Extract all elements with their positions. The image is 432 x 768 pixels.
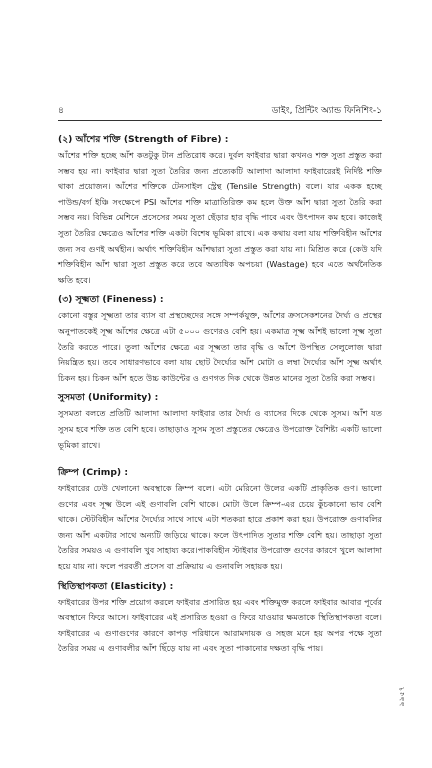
page-header	[58, 104, 382, 118]
section-paragraph: আঁশের শক্তি হচ্ছে আঁশ কতটুকু টান প্রতিরোধ করে। দুর্বল ফাইবার দ্বারা কখনও শক্ত সুতা প্রস্তুত করা সম্ভব হয় না। ফাইবার দ্বারা সুতা তৈরির জন্য প্রত্যেকটি আলাদা আলাদা ফাইবারেরই নির্দিষ্ট শক্তি থাকা প্রয়োজন। আঁশের শক্তিকে টেনসাইল স্ট্রেন্থ (Tensile Strength) বলে। যার একক হচ্ছে পাউন্ড/বর্গ ইঞ্চি সংক্ষেপে PSI আঁশের শক্তি মাত্রাতিরিক্ত কম হলে উক্ত আঁশ দ্বারা সুতা তৈরি করা সম্ভব নয়। বিভিন্ন মেশিনে প্রসেসের সময় সুতা ছেঁড়ার হার বৃদ্ধি পাবে এবং উৎপাদন কম হবে। কাজেই সুতা তৈরির ক্ষেত্রেও আঁশের শক্তি একটা বিশেষ ভূমিকা রাখে। এক কথায় বলা যায় শক্তিবিহীন আঁশের জন্য সব গুণই অর্থহীন। অর্থাৎ শক্তিবিহীন আঁশদ্বারা সুতা প্রস্তুত করা যায় না। মিশ্রিত করে (কেউ যদি শক্তিবিহীন আঁশ দ্বারা সুতা প্রস্তুত করে তবে অত্যধিক অপচয়া (Wastage) হবে এতে অর্থনৈতিক ক্ষতি হবে।	[58, 150, 382, 285]
section-paragraph: ফাইবারের ঢেউ খেলানো অবস্থাকে ক্রিম্প বলে। এটা মেরিনো উলের একটি প্রাকৃতিক গুণ। ভালো গুণের এবং সূক্ষ্ম উলে এই গুণাবলি বেশি থাকে। মোটা উলে ক্রিম্প-এর চেয়ে কুঁচকানো ভাব বেশি থাকে। স্টেটবিহীন আঁশের দৈর্ঘ্যের সাথে সাথে এটা শতকরা হারে প্রকাশ করা হয়। উপরোক্ত গুণাবলির জন্য আঁশ একটার সাথে অন্যটি জড়িয়ে থাকে। ফলে উৎপাদিত সুতার শক্তি বেশি হয়। তাছাড়া সুতা তৈরির সময়ও এ গুণাবলি খুব সাহায্য করে।পাকবিহীন স্টাইবার উপরোক্ত গুণের কারণে খুলে আলাদা হয়ে যায় না। ফলে পরবর্তী প্রসেস বা প্রক্রিয়ায় এ গুনাবলি সহায়ক হয়।	[58, 483, 382, 572]
page-content	[58, 132, 382, 657]
section-heading: (২) আঁশের শক্তি (Strength of Fibre) :	[58, 134, 229, 145]
margin-code: ৯৯৫৭	[398, 686, 406, 707]
section-paragraph: সুসমতা বলতে প্রতিটি আলাদা আলাদা ফাইবার তার দৈর্ঘ্য ও ব্যাসের দিকে থেকে সুসম। আঁশ যত সুসম হবে শক্তি তত বেশি হবে। তাছাড়াও সুসম সুতা প্রস্তুতের ক্ষেত্রেও উপরোক্ত বৈশিষ্ট্য একটি ভালো ভূমিকা রাখে।	[58, 408, 382, 450]
section-heading: স্থিতিস্থাপকতা (Elasticity) :	[58, 580, 174, 592]
running-head: ডাইং, প্রিন্টিং অ্যান্ড ফিনিশিং-১	[271, 106, 382, 116]
section-fibre-strength	[58, 132, 382, 288]
section-paragraph: ফাইবারের উপর শক্তি প্রয়োগ করলে ফাইবার প্রসারিত হয় এবং শক্তিমুক্ত করলে ফাইবার আবার পূর্বের অবস্থানে ফিরে আসে। ফাইবারের এই প্রসারিত হওয়া ও ফিরে যাওয়ার ক্ষমতাকে স্থিতিস্থাপকতা বলে। ফাইবারের এ গুণাগুণের কারণে কাপড় পরিধানে আরামদায়ক ও সহজ মনে হয় অপর পক্ষে সুতা তৈরির সময় এ গুণাবলীর আঁশ ছিঁড়ে যায় না এবং সুতা পাকানোর দক্ষতা বৃদ্ধি পায়।	[58, 596, 382, 654]
section-heading: ক্রিম্প (Crimp) :	[58, 467, 128, 479]
section-paragraph: কোনো বস্তুর সূক্ষ্মতা তার ব্যাস বা প্রস্থচ্ছেদের সঙ্গে সম্পর্কযুক্ত, আঁশের ক্রসসেকশনের দৈর্ঘ্য ও প্রস্থের অনুপাতকেই সূক্ষ্ম আঁশের ক্ষেত্রে এটা ৫০০০ গুণেরও বেশি হয়। একমাত্র সূক্ষ্ম আঁশই ভালো সূক্ষ্ম সুতা তৈরি করতে পারে। তুলা আঁশের ক্ষেত্রে এর সূক্ষ্মতা তার বৃদ্ধি ও আঁশে উপস্থিত সেলুলোজ দ্বারা নিয়ন্ত্রিত হয়। তবে সাধারণভাবে বলা যায় ছোট দৈর্ঘ্যের আঁশ মোটা ও লম্বা দৈর্ঘ্যের আঁশ সূক্ষ্ম অর্থাৎ চিকন হয়। চিকন আঁশ হতে উচ্চ কাউন্টের ও গুণগত দিক থেকে উন্নত মানের সুতা তৈরি করা সম্ভব।	[58, 310, 382, 383]
section-uniformity	[58, 390, 382, 453]
section-crimp	[58, 465, 382, 575]
section-fineness	[58, 292, 382, 386]
section-heading: সুসমতা (Uniformity) :	[58, 392, 159, 404]
section-elasticity	[58, 579, 382, 657]
page-number: ৪	[58, 106, 64, 116]
header-rule	[58, 120, 382, 121]
section-heading: (৩) সূক্ষ্মতা (Fineness) :	[58, 294, 164, 306]
